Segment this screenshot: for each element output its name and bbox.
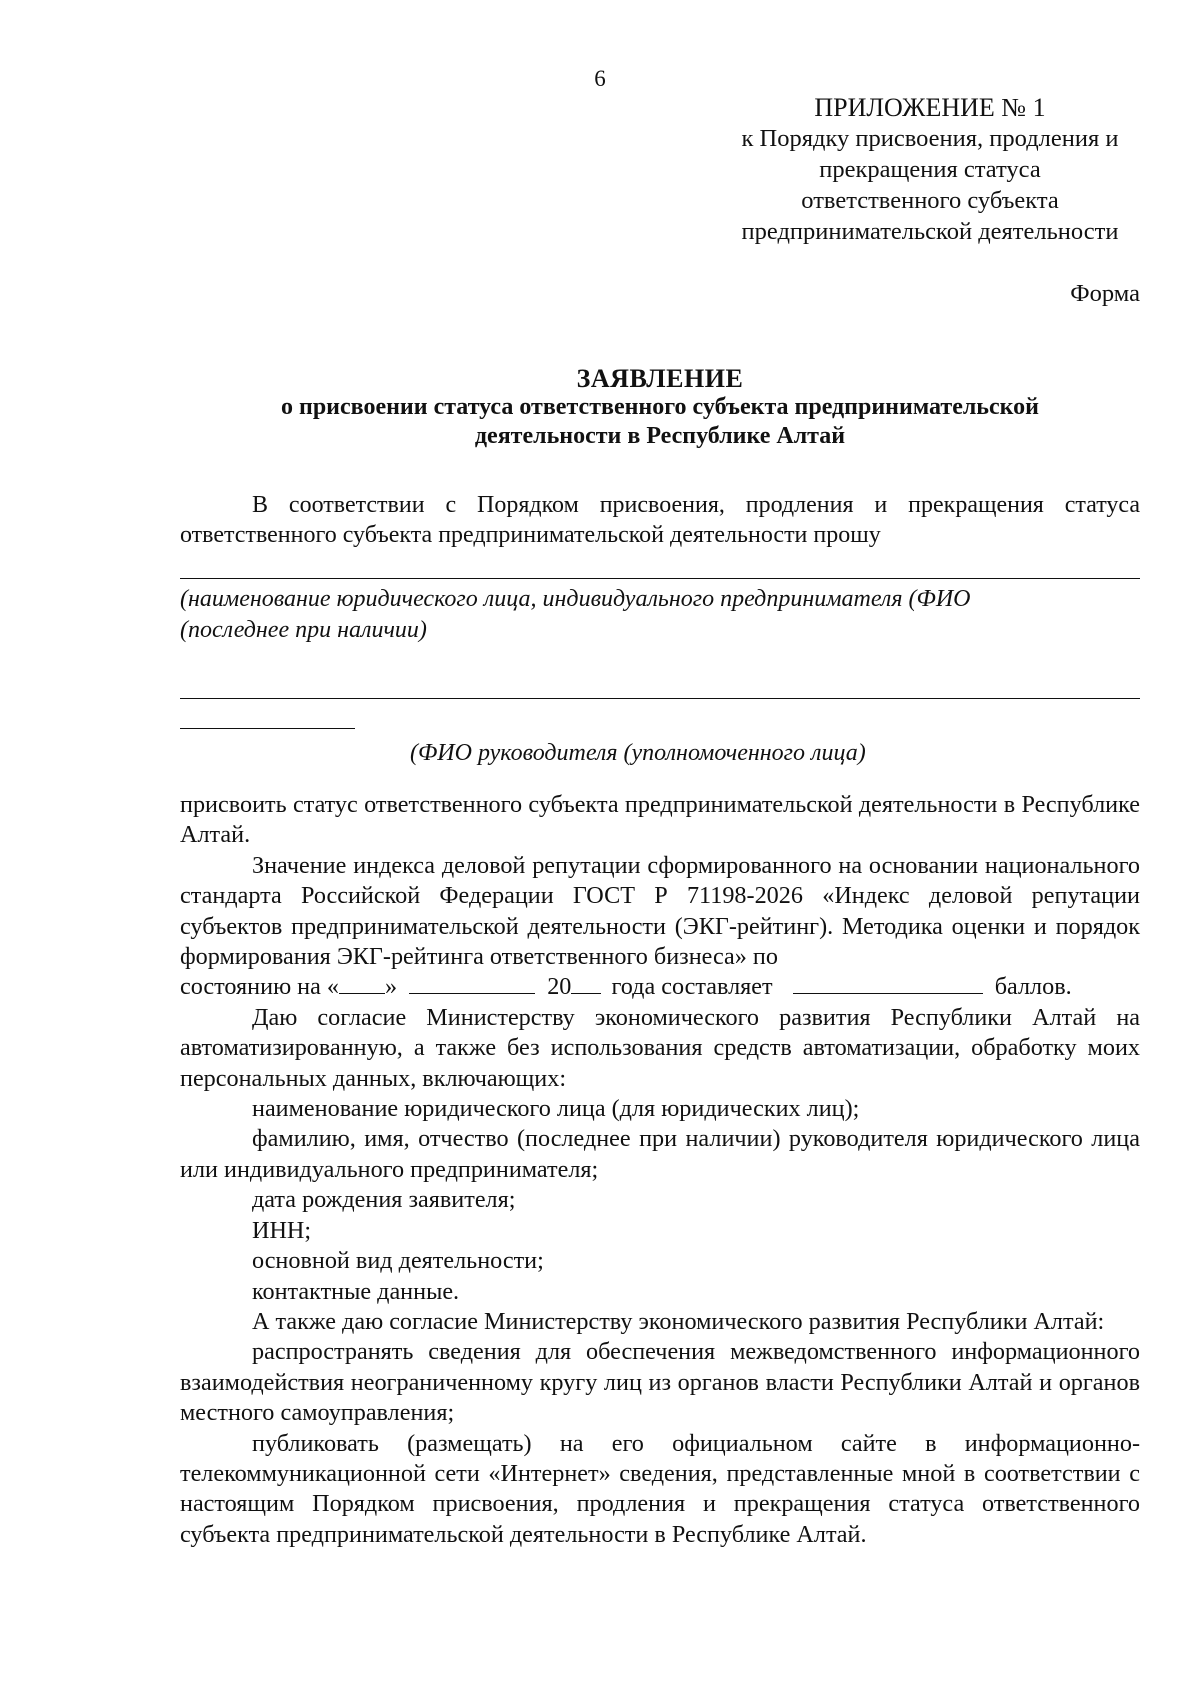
points-blank[interactable]: [793, 975, 983, 994]
list-item: фамилию, имя, отчество (последнее при наличии) руководителя юридического лица или индивидуального предпринимателя;: [180, 1125, 1140, 1183]
date-close: »: [385, 973, 398, 1001]
distribution-paragraph: распространять сведения для обеспечения межведомственного информационного взаимодействия неограниченному кругу лиц из органов власти Республики Алтай и органов местного самоуправления;: [180, 1338, 1140, 1427]
day-blank[interactable]: [339, 975, 385, 994]
amount-text: года составляет: [611, 973, 773, 1001]
consent-paragraph: Даю согласие Министерству экономического развития Республики Алтай на автоматизированную, а также без использования средств автоматизации, обработку моих персональных данных, включающих:: [180, 1003, 1140, 1092]
intro-paragraph: [180, 490, 1140, 550]
annex-line: предпринимательской деятельности: [741, 218, 1119, 245]
application-body: [180, 790, 1140, 1550]
list-item: ИНН;: [252, 1216, 312, 1244]
publication-paragraph: публиковать (размещать) на его официальном сайте в информационно-телекоммуникационной сети «Интернет» сведения, представленные мной в соответствии с настоящим Порядком присвоения, продления и прекращения статуса ответственного субъекта предпринимательской деятельности в Республике Алтай.: [180, 1429, 1140, 1548]
manager-caption: (ФИО руководителя (уполномоченного лица): [410, 740, 866, 766]
year-blank[interactable]: [571, 975, 601, 994]
form-label: Форма: [1070, 280, 1140, 307]
year-prefix: 20: [547, 973, 572, 1001]
intro-text: В соответствии с Порядком присвоения, продления и прекращения статуса ответственного субъекта предпринимательской деятельности прошу: [180, 492, 1140, 548]
month-blank[interactable]: [409, 975, 535, 994]
page-number: 6: [594, 66, 606, 91]
annex-line: ответственного субъекта: [801, 187, 1059, 214]
consent-paragraph-2: А также даю согласие Министерству экономического развития Республики Алтай:: [252, 1307, 1105, 1335]
annex-line: прекращения статуса: [819, 156, 1041, 183]
list-item: контактные данные.: [252, 1277, 460, 1305]
org-name-fill-line[interactable]: [180, 578, 1140, 579]
rating-date-line: [180, 972, 1140, 1002]
document-title: [180, 364, 1140, 451]
manager-fill-line[interactable]: [180, 698, 1140, 699]
annex-line: к Порядку присвоения, продления и: [741, 125, 1119, 152]
title-line: о присвоении статуса ответственного субъекта предпринимательской: [280, 394, 1039, 420]
org-name-caption: (наименование юридического лица, индивидуального предпринимателя (ФИО (последнее при наличии): [180, 586, 971, 643]
list-item: основной вид деятельности;: [252, 1247, 544, 1275]
manager-fill-line-continued[interactable]: [180, 728, 355, 729]
annex-header: [720, 92, 1140, 247]
list-item: наименование юридического лица (для юридических лиц);: [252, 1095, 860, 1123]
date-prefix: состоянию на «: [180, 973, 340, 1001]
body-paragraph: присвоить статус ответственного субъекта предпринимательской деятельности в Республике Алтай.: [180, 791, 1140, 849]
rating-paragraph: Значение индекса деловой репутации сформированного на основании национального стандарта Российской Федерации ГОСТ Р 71198-2026 «Индекс деловой репутации субъектов предпринимательской деятельности (ЭКГ-рейтинг). Методика оценки и порядок формирования ЭКГ-рейтинга ответственного бизнеса» по: [180, 851, 1140, 971]
points-label: баллов.: [994, 973, 1072, 1001]
annex-title: ПРИЛОЖЕНИЕ № 1: [814, 93, 1046, 122]
title-line: деятельности в Республике Алтай: [474, 423, 846, 449]
title-main: ЗАЯВЛЕНИЕ: [576, 364, 744, 393]
list-item: дата рождения заявителя;: [252, 1186, 516, 1214]
